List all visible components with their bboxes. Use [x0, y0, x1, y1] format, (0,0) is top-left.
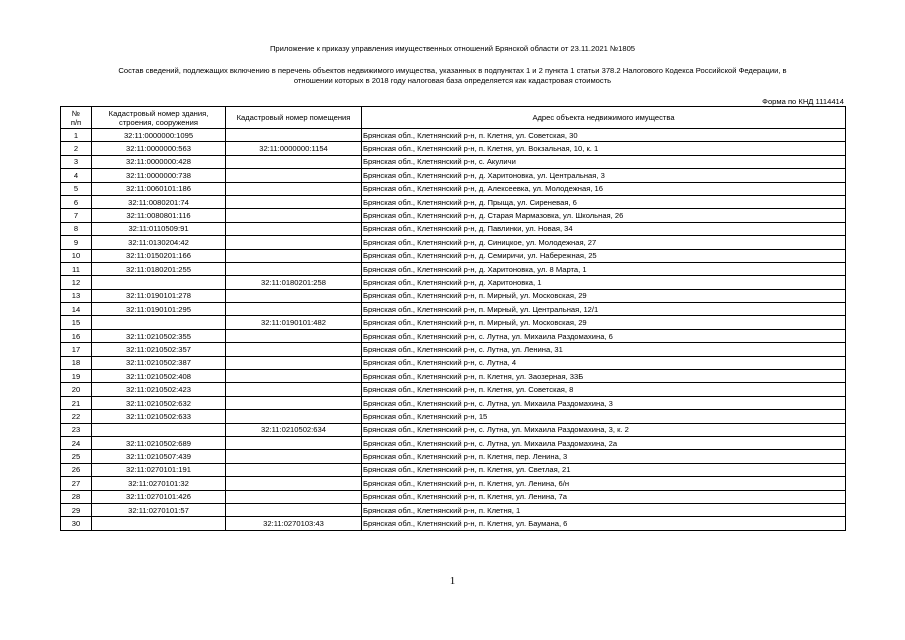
building-cadastral-number: 32:11:0000000:563 — [92, 142, 226, 155]
table-row — [61, 236, 846, 249]
row-number: 12 — [61, 276, 92, 289]
table-row — [61, 370, 846, 383]
table-row — [61, 155, 846, 168]
table-row — [61, 222, 846, 235]
building-cadastral-number: 32:11:0080801:116 — [92, 209, 226, 222]
column-header-premises-cadastral: Кадастровый номер помещения — [226, 107, 362, 129]
address: Брянская обл., Клетнянский р-н, с. Лутна, ул. Михаила Раздомахина, 3, к. 2 — [362, 423, 846, 436]
table-row — [61, 463, 846, 476]
building-cadastral-number — [92, 316, 226, 329]
row-number: 29 — [61, 503, 92, 516]
table-row — [61, 129, 846, 142]
address: Брянская обл., Клетнянский р-н, д. Синицкое, ул. Молодежная, 27 — [362, 236, 846, 249]
row-number: 1 — [61, 129, 92, 142]
row-number: 3 — [61, 155, 92, 168]
row-number: 26 — [61, 463, 92, 476]
building-cadastral-number: 32:11:0210502:408 — [92, 370, 226, 383]
premises-cadastral-number — [226, 503, 362, 516]
intro-line-1: Состав сведений, подлежащих включению в перечень объектов недвижимого имущества, указанных в подпунктах 1 и 2 пункта 1 статьи 378.2 Налогового Кодекса Российской Федерации, в — [118, 66, 787, 75]
row-number: 27 — [61, 477, 92, 490]
address: Брянская обл., Клетнянский р-н, п. Клетня, ул. Баумана, 6 — [362, 517, 846, 530]
premises-cadastral-number — [226, 195, 362, 208]
table-row — [61, 142, 846, 155]
address: Брянская обл., Клетнянский р-н, с. Лутна, ул. Михаила Раздомахина, 2а — [362, 436, 846, 449]
row-number: 10 — [61, 249, 92, 262]
row-number: 4 — [61, 169, 92, 182]
row-number: 25 — [61, 450, 92, 463]
page-number: 1 — [449, 575, 456, 587]
row-number: 15 — [61, 316, 92, 329]
building-cadastral-number: 32:11:0080201:74 — [92, 195, 226, 208]
premises-cadastral-number — [226, 222, 362, 235]
premises-cadastral-number — [226, 370, 362, 383]
row-number: 24 — [61, 436, 92, 449]
premises-cadastral-number — [226, 356, 362, 369]
address: Брянская обл., Клетнянский р-н, с. Лутна, 4 — [362, 356, 846, 369]
building-cadastral-number: 32:11:0150201:166 — [92, 249, 226, 262]
table-row — [61, 477, 846, 490]
table-row — [61, 276, 846, 289]
row-number: 7 — [61, 209, 92, 222]
address: Брянская обл., Клетнянский р-н, п. Клетня, ул. Заозерная, 33Б — [362, 370, 846, 383]
row-number: 14 — [61, 303, 92, 316]
building-cadastral-number: 32:11:0190101:295 — [92, 303, 226, 316]
table-row — [61, 329, 846, 342]
table-row — [61, 490, 846, 503]
table-row — [61, 262, 846, 275]
table-row — [61, 356, 846, 369]
premises-cadastral-number — [226, 477, 362, 490]
address: Брянская обл., Клетнянский р-н, п. Клетня, пер. Ленина, 3 — [362, 450, 846, 463]
premises-cadastral-number: 32:11:0180201:258 — [226, 276, 362, 289]
premises-cadastral-number — [226, 182, 362, 195]
premises-cadastral-number — [226, 436, 362, 449]
form-code: Форма по КНД 1114414 — [762, 97, 844, 106]
premises-cadastral-number — [226, 463, 362, 476]
address: Брянская обл., Клетнянский р-н, п. Клетня, ул. Ленина, 7а — [362, 490, 846, 503]
address: Брянская обл., Клетнянский р-н, п. Клетня, ул. Светлая, 21 — [362, 463, 846, 476]
table-row — [61, 423, 846, 436]
table-row — [61, 209, 846, 222]
premises-cadastral-number — [226, 289, 362, 302]
table-row — [61, 169, 846, 182]
building-cadastral-number: 32:11:0000000:1095 — [92, 129, 226, 142]
table-row — [61, 182, 846, 195]
table-row — [61, 436, 846, 449]
row-number: 20 — [61, 383, 92, 396]
address: Брянская обл., Клетнянский р-н, с. Лутна, ул. Михаила Раздомахина, 3 — [362, 396, 846, 409]
address: Брянская обл., Клетнянский р-н, с. Лутна, ул. Михаила Раздомахина, 6 — [362, 329, 846, 342]
address: Брянская обл., Клетнянский р-н, с. Лутна, ул. Ленина, 31 — [362, 343, 846, 356]
row-number: 30 — [61, 517, 92, 530]
row-number: 18 — [61, 356, 92, 369]
building-cadastral-number — [92, 423, 226, 436]
intro-line-2: отношении которых в 2018 году налоговая база определяется как кадастровая стоимость — [293, 76, 612, 85]
row-number: 8 — [61, 222, 92, 235]
table-row — [61, 289, 846, 302]
address: Брянская обл., Клетнянский р-н, д. Харитоновка, ул. 8 Марта, 1 — [362, 262, 846, 275]
premises-cadastral-number — [226, 450, 362, 463]
row-number: 13 — [61, 289, 92, 302]
address: Брянская обл., Клетнянский р-н, п. Мирный, ул. Центральная, 12/1 — [362, 303, 846, 316]
row-number: 21 — [61, 396, 92, 409]
table-row — [61, 410, 846, 423]
table-row — [61, 343, 846, 356]
address: Брянская обл., Клетнянский р-н, п. Мирный, ул. Московская, 29 — [362, 316, 846, 329]
building-cadastral-number — [92, 276, 226, 289]
row-number: 23 — [61, 423, 92, 436]
address: Брянская обл., Клетнянский р-н, с. Акуличи — [362, 155, 846, 168]
property-register-table — [60, 106, 846, 531]
row-number: 22 — [61, 410, 92, 423]
premises-cadastral-number — [226, 129, 362, 142]
building-cadastral-number — [92, 517, 226, 530]
table-row — [61, 303, 846, 316]
building-cadastral-number: 32:11:0270101:426 — [92, 490, 226, 503]
row-number: 28 — [61, 490, 92, 503]
building-cadastral-number: 32:11:0060101:186 — [92, 182, 226, 195]
premises-cadastral-number — [226, 249, 362, 262]
row-number: 9 — [61, 236, 92, 249]
building-cadastral-number: 32:11:0210502:387 — [92, 356, 226, 369]
building-cadastral-number: 32:11:0110509:91 — [92, 222, 226, 235]
building-cadastral-number: 32:11:0130204:42 — [92, 236, 226, 249]
premises-cadastral-number — [226, 209, 362, 222]
building-cadastral-number: 32:11:0270101:191 — [92, 463, 226, 476]
column-header-address: Адрес объекта недвижимого имущества — [362, 107, 846, 129]
table-row — [61, 517, 846, 530]
address: Брянская обл., Клетнянский р-н, 15 — [362, 410, 846, 423]
building-cadastral-number: 32:11:0180201:255 — [92, 262, 226, 275]
building-cadastral-number: 32:11:0210502:632 — [92, 396, 226, 409]
premises-cadastral-number — [226, 303, 362, 316]
table-header-row — [61, 107, 846, 129]
column-header-building-cadastral: Кадастровый номер здания, строения, сооружения — [92, 107, 226, 129]
premises-cadastral-number — [226, 490, 362, 503]
row-number: 5 — [61, 182, 92, 195]
premises-cadastral-number — [226, 343, 362, 356]
table-row — [61, 316, 846, 329]
premises-cadastral-number — [226, 169, 362, 182]
premises-cadastral-number: 32:11:0210502:634 — [226, 423, 362, 436]
address: Брянская обл., Клетнянский р-н, д. Семиричи, ул. Набережная, 25 — [362, 249, 846, 262]
address: Брянская обл., Клетнянский р-н, п. Клетня, ул. Вокзальная, 10, к. 1 — [362, 142, 846, 155]
appendix-reference: Приложение к приказу управления имущественных отношений Брянской области от 23.11.2021 №1805 — [269, 44, 636, 53]
building-cadastral-number: 32:11:0210502:689 — [92, 436, 226, 449]
premises-cadastral-number: 32:11:0000000:1154 — [226, 142, 362, 155]
address: Брянская обл., Клетнянский р-н, п. Клетня, ул. Советская, 30 — [362, 129, 846, 142]
building-cadastral-number: 32:11:0270101:32 — [92, 477, 226, 490]
row-number: 11 — [61, 262, 92, 275]
table-row — [61, 396, 846, 409]
row-number: 17 — [61, 343, 92, 356]
table-row — [61, 503, 846, 516]
row-number: 16 — [61, 329, 92, 342]
intro-text — [60, 66, 845, 86]
premises-cadastral-number: 32:11:0190101:482 — [226, 316, 362, 329]
building-cadastral-number: 32:11:0210502:423 — [92, 383, 226, 396]
building-cadastral-number: 32:11:0210502:357 — [92, 343, 226, 356]
address: Брянская обл., Клетнянский р-н, д. Харитоновка, 1 — [362, 276, 846, 289]
row-number: 6 — [61, 195, 92, 208]
building-cadastral-number: 32:11:0270101:57 — [92, 503, 226, 516]
address: Брянская обл., Клетнянский р-н, п. Клетня, ул. Ленина, 6/н — [362, 477, 846, 490]
building-cadastral-number: 32:11:0000000:428 — [92, 155, 226, 168]
premises-cadastral-number — [226, 383, 362, 396]
table-row — [61, 249, 846, 262]
premises-cadastral-number — [226, 262, 362, 275]
building-cadastral-number: 32:11:0210502:355 — [92, 329, 226, 342]
address: Брянская обл., Клетнянский р-н, п. Клетня, ул. Советская, 8 — [362, 383, 846, 396]
premises-cadastral-number — [226, 329, 362, 342]
premises-cadastral-number: 32:11:0270103:43 — [226, 517, 362, 530]
table-row — [61, 450, 846, 463]
address: Брянская обл., Клетнянский р-н, д. Харитоновка, ул. Центральная, 3 — [362, 169, 846, 182]
address: Брянская обл., Клетнянский р-н, п. Клетня, 1 — [362, 503, 846, 516]
premises-cadastral-number — [226, 396, 362, 409]
table-row — [61, 383, 846, 396]
column-header-number: № п/п — [61, 107, 92, 129]
address: Брянская обл., Клетнянский р-н, п. Мирный, ул. Московская, 29 — [362, 289, 846, 302]
table-row — [61, 195, 846, 208]
row-number: 2 — [61, 142, 92, 155]
building-cadastral-number: 32:11:0210507:439 — [92, 450, 226, 463]
building-cadastral-number: 32:11:0190101:278 — [92, 289, 226, 302]
building-cadastral-number: 32:11:0000000:738 — [92, 169, 226, 182]
premises-cadastral-number — [226, 410, 362, 423]
address: Брянская обл., Клетнянский р-н, д. Павлинки, ул. Новая, 34 — [362, 222, 846, 235]
address: Брянская обл., Клетнянский р-н, д. Старая Мармазовка, ул. Школьная, 26 — [362, 209, 846, 222]
address: Брянская обл., Клетнянский р-н, д. Алексеевка, ул. Молодежная, 16 — [362, 182, 846, 195]
row-number: 19 — [61, 370, 92, 383]
premises-cadastral-number — [226, 236, 362, 249]
premises-cadastral-number — [226, 155, 362, 168]
building-cadastral-number: 32:11:0210502:633 — [92, 410, 226, 423]
address: Брянская обл., Клетнянский р-н, д. Прыща, ул. Сиреневая, 6 — [362, 195, 846, 208]
